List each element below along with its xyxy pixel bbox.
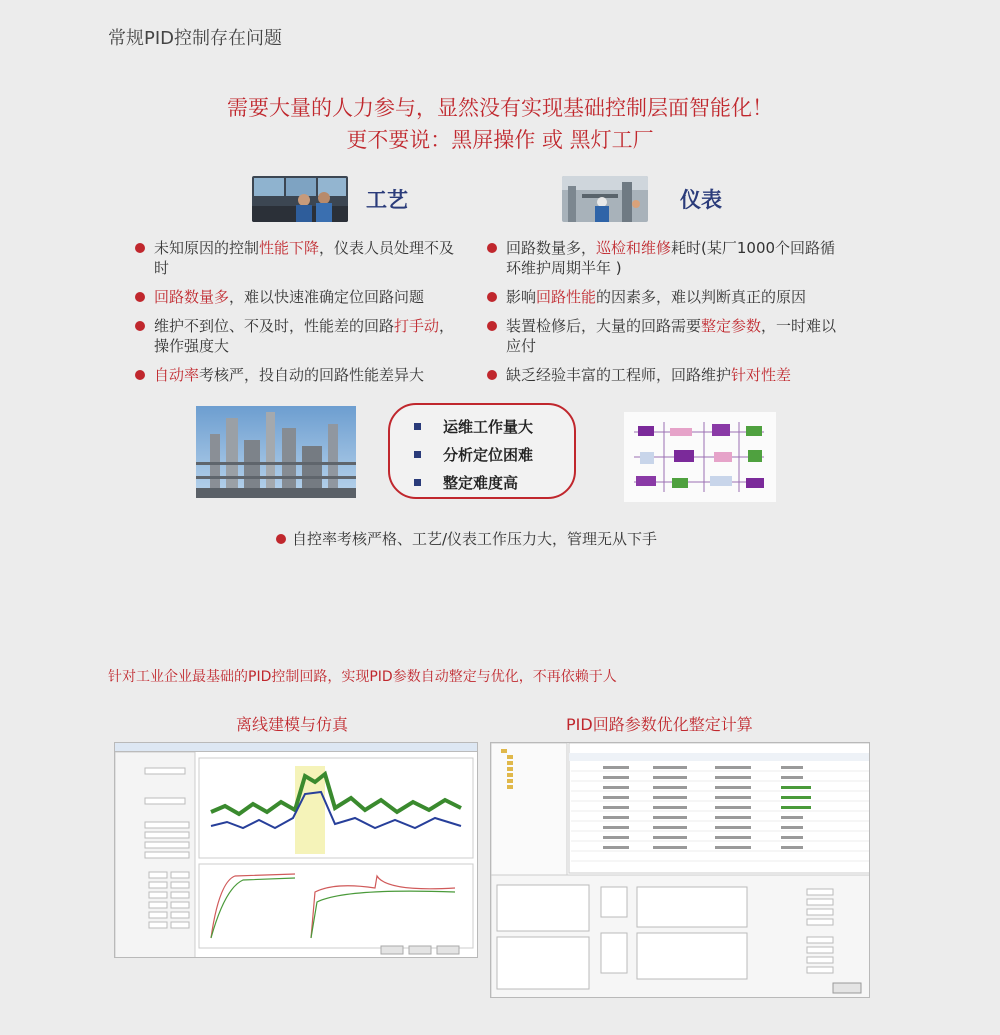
summary-box [388, 403, 576, 499]
bullet-text: ，难以快速准确定位回路问题 [229, 288, 425, 306]
control-room-photo [252, 176, 348, 222]
pid-tuning-screenshot [490, 742, 870, 998]
bullet-dot-icon [276, 534, 286, 544]
instrument-title: 仪表 [680, 188, 722, 212]
list-item [486, 365, 846, 385]
bullet-text: 维护不到位、不及时，性能差的回路 [154, 317, 395, 335]
list-item [486, 287, 846, 307]
bullet-highlight: 打手动 [394, 317, 440, 335]
summary-text: 整定难度高 [443, 473, 519, 492]
bullet-highlight: 自动率 [154, 366, 200, 384]
caption-offline-modeling: 离线建模与仿真 [236, 715, 349, 734]
bullet-text: 缺乏经验丰富的工程师，回路维护 [506, 366, 732, 384]
bullet-text: ，一时难以应付 [506, 317, 837, 355]
process-title: 工艺 [366, 188, 408, 212]
list-item [134, 287, 464, 307]
simulation-window-graphic [115, 752, 478, 958]
square-bullet-icon [414, 423, 421, 430]
list-item [486, 316, 846, 356]
bullet-text: 影响 [506, 288, 537, 306]
instrument-bullet-list [486, 238, 846, 394]
headline-line-1: 需要大量的人力参与，显然没有实现基础控制层面智能化！ [227, 96, 773, 120]
process-header [252, 176, 408, 222]
offline-modeling-screenshot [114, 742, 478, 958]
page-title: 常规PID控制存在问题 [108, 28, 283, 49]
window-title-bar [115, 743, 477, 752]
summary-item [414, 468, 574, 496]
conclusion-text: 自控率考核严格、工艺/仪表工作压力大，管理无从下手 [292, 530, 658, 548]
headline-line-2: 更不要说：黑屏操作 或 黑灯工厂 [346, 128, 654, 152]
bullet-text: 考核严，投自动的回路性能差异大 [199, 366, 425, 384]
square-bullet-icon [414, 451, 421, 458]
square-bullet-icon [414, 479, 421, 486]
summary-text: 分析定位困难 [443, 445, 534, 464]
process-flow-diagram-thumbnail [624, 412, 776, 502]
bullet-highlight: 巡检和维修 [596, 239, 672, 257]
list-item [134, 238, 464, 278]
bullet-text: 耗时(某厂1000个回路循环维护周期半年 ) [506, 239, 836, 277]
summary-text: 运维工作量大 [443, 417, 534, 436]
conclusion-line [276, 528, 657, 549]
field-worker-photo [562, 176, 648, 222]
summary-item [414, 440, 574, 468]
bullet-highlight: 回路数量多 [154, 288, 230, 306]
bullet-text: 未知原因的控制 [154, 239, 260, 257]
bullet-text: ，操作强度大 [154, 317, 455, 355]
process-bullet-list [134, 238, 464, 394]
bullet-text: 回路数量多， [506, 239, 597, 257]
bullet-highlight: 整定参数 [701, 317, 762, 335]
caption-pid-tuning: PID回路参数优化整定计算 [566, 715, 753, 734]
list-item [134, 365, 464, 385]
tuning-window-graphic [491, 743, 870, 998]
bullet-highlight: 性能下降 [259, 239, 320, 257]
bullet-highlight: 针对性差 [731, 366, 792, 384]
bullet-text: ，仪表人员处理不及时 [154, 239, 455, 277]
list-item [134, 316, 464, 356]
refinery-plant-photo [196, 406, 356, 498]
summary-item [414, 412, 574, 440]
list-item [486, 238, 846, 278]
bullet-text: 装置检修后，大量的回路需要 [506, 317, 702, 335]
goal-statement: 针对工业企业最基础的PID控制回路，实现PID参数自动整定与优化，不再依赖于人 [108, 669, 617, 685]
bullet-highlight: 回路性能 [536, 288, 597, 306]
instrument-header [562, 176, 722, 222]
bullet-text: 的因素多，难以判断真正的原因 [596, 288, 807, 306]
